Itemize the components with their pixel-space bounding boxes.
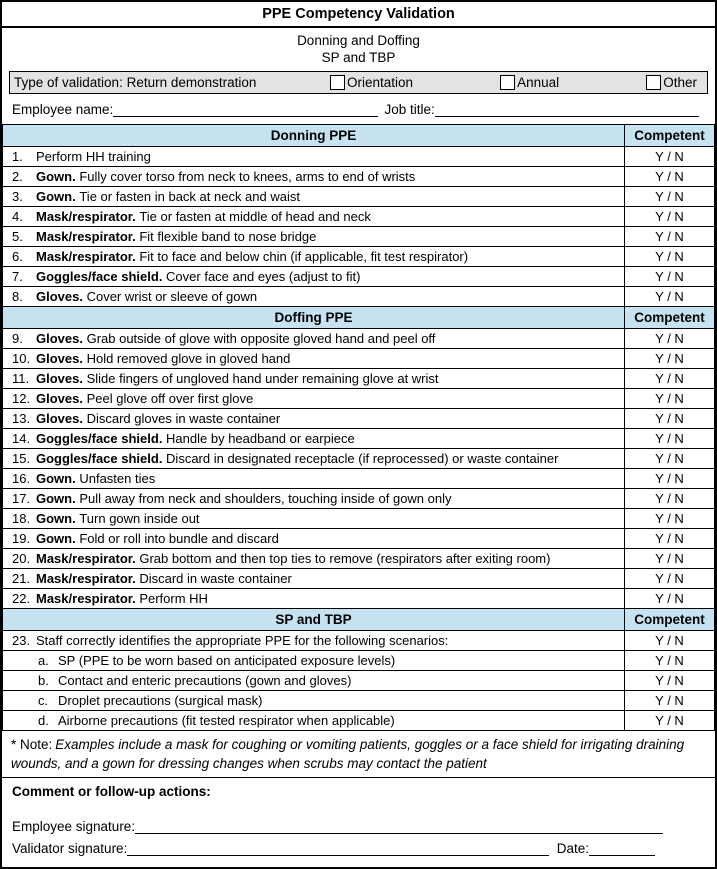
validator-signature-field[interactable] bbox=[127, 842, 548, 856]
table-row bbox=[3, 408, 715, 428]
competent-header: Competent bbox=[625, 124, 715, 146]
item-number: 15. bbox=[12, 450, 31, 466]
table-row bbox=[3, 246, 715, 266]
item-number: 2. bbox=[12, 168, 23, 184]
table-row bbox=[3, 266, 715, 286]
competent-yn-cell[interactable]: Y / N bbox=[625, 388, 715, 408]
item-number: 9. bbox=[12, 330, 23, 346]
competent-yn-cell[interactable]: Y / N bbox=[625, 266, 715, 286]
table-row bbox=[3, 488, 715, 508]
competent-yn-cell[interactable]: Y / N bbox=[625, 568, 715, 588]
note-body: Examples include a mask for coughing or vomiting patients, goggles or a face shield for irrigating draining wounds, and a gown for dressing changes when scrubs may contact the patient bbox=[11, 736, 685, 772]
form-subtitle bbox=[2, 28, 715, 67]
item-number: a. bbox=[38, 652, 49, 668]
comment-section bbox=[2, 777, 715, 867]
competent-yn-cell[interactable]: Y / N bbox=[625, 246, 715, 266]
competent-yn-cell[interactable]: Y / N bbox=[625, 650, 715, 670]
task-cell: c. Droplet precautions (surgical mask) bbox=[3, 690, 625, 710]
subtitle-line2: SP and TBP bbox=[321, 50, 396, 66]
note-prefix: * Note: bbox=[11, 736, 53, 752]
other-option bbox=[646, 75, 697, 90]
competent-yn-cell[interactable]: Y / N bbox=[625, 206, 715, 226]
table-row bbox=[3, 588, 715, 608]
item-number: 18. bbox=[12, 510, 31, 526]
competent-yn-cell[interactable]: Y / N bbox=[625, 468, 715, 488]
item-number: 21. bbox=[12, 570, 31, 586]
table-row bbox=[3, 630, 715, 650]
table-row bbox=[3, 428, 715, 448]
task-cell: 6. Mask/respirator. Fit to face and below chin (if applicable, fit test respirator) bbox=[3, 246, 625, 266]
competent-yn-cell[interactable]: Y / N bbox=[625, 508, 715, 528]
competent-yn-cell[interactable]: Y / N bbox=[625, 348, 715, 368]
item-number: 11. bbox=[12, 370, 30, 386]
competent-yn-cell[interactable]: Y / N bbox=[625, 428, 715, 448]
table-row bbox=[3, 528, 715, 548]
table-row bbox=[3, 548, 715, 568]
employee-info-row bbox=[2, 94, 715, 120]
table-row bbox=[3, 448, 715, 468]
task-cell: 4. Mask/respirator. Tie or fasten at middle of head and neck bbox=[3, 206, 625, 226]
task-cell: 1. Perform HH training bbox=[3, 146, 625, 166]
table-row bbox=[3, 690, 715, 710]
competent-yn-cell[interactable]: Y / N bbox=[625, 548, 715, 568]
task-cell: 5. Mask/respirator. Fit flexible band to nose bridge bbox=[3, 226, 625, 246]
note-text bbox=[2, 731, 715, 777]
table-row bbox=[3, 206, 715, 226]
date-field[interactable] bbox=[589, 842, 655, 856]
item-number: 19. bbox=[12, 530, 31, 546]
table-row bbox=[3, 388, 715, 408]
table-row bbox=[3, 226, 715, 246]
table-row bbox=[3, 146, 715, 166]
validation-type-label: Type of validation: Return demonstration bbox=[14, 74, 257, 90]
task-cell: d. Airborne precautions (fit tested respirator when applicable) bbox=[3, 710, 625, 730]
item-number: 6. bbox=[12, 248, 23, 264]
task-cell: 12. Gloves. Peel glove off over first glove bbox=[3, 388, 625, 408]
task-cell: 11. Gloves. Slide fingers of ungloved hand under remaining glove at wrist bbox=[3, 368, 625, 388]
task-cell: 3. Gown. Tie or fasten in back at neck and waist bbox=[3, 186, 625, 206]
table-row bbox=[3, 710, 715, 730]
annual-checkbox[interactable] bbox=[500, 75, 515, 90]
other-label: Other bbox=[663, 74, 697, 90]
task-cell: a. SP (PPE to be worn based on anticipated exposure levels) bbox=[3, 650, 625, 670]
item-number: 16. bbox=[12, 470, 31, 486]
table-row bbox=[3, 348, 715, 368]
employee-signature-row bbox=[12, 819, 705, 834]
competent-yn-cell[interactable]: Y / N bbox=[625, 588, 715, 608]
competent-yn-cell[interactable]: Y / N bbox=[625, 670, 715, 690]
competent-yn-cell[interactable]: Y / N bbox=[625, 286, 715, 306]
competent-yn-cell[interactable]: Y / N bbox=[625, 710, 715, 730]
orientation-label: Orientation bbox=[347, 74, 414, 90]
table-row bbox=[3, 186, 715, 206]
item-number: 5. bbox=[12, 228, 23, 244]
item-number: 8. bbox=[12, 288, 23, 304]
task-cell: 20. Mask/respirator. Grab bottom and then top ties to remove (respirators after exiting room) bbox=[3, 548, 625, 568]
ppe-table-body bbox=[3, 124, 715, 730]
competent-header: Competent bbox=[625, 306, 715, 328]
ppe-table bbox=[2, 124, 715, 731]
task-cell: 15. Goggles/face shield. Discard in designated receptacle (if reprocessed) or waste container bbox=[3, 448, 625, 468]
task-cell: 17. Gown. Pull away from neck and shoulders, touching inside of gown only bbox=[3, 488, 625, 508]
task-cell: 18. Gown. Turn gown inside out bbox=[3, 508, 625, 528]
item-number: 23. bbox=[12, 632, 31, 648]
table-row bbox=[3, 468, 715, 488]
competent-yn-cell[interactable]: Y / N bbox=[625, 528, 715, 548]
competent-yn-cell[interactable]: Y / N bbox=[625, 488, 715, 508]
item-number: 20. bbox=[12, 550, 31, 566]
comment-label: Comment or follow-up actions: bbox=[12, 783, 211, 799]
task-cell: 2. Gown. Fully cover torso from neck to knees, arms to end of wrists bbox=[3, 166, 625, 186]
item-number: d. bbox=[38, 712, 49, 728]
table-row bbox=[3, 508, 715, 528]
competent-yn-cell[interactable]: Y / N bbox=[625, 368, 715, 388]
employee-signature-label: Employee signature: bbox=[12, 819, 136, 834]
validation-checkbox-group bbox=[330, 75, 697, 90]
competent-yn-cell[interactable]: Y / N bbox=[625, 146, 715, 166]
employee-name-field[interactable] bbox=[113, 102, 377, 117]
competent-header: Competent bbox=[625, 608, 715, 630]
item-number: 3. bbox=[12, 188, 23, 204]
task-cell: 8. Gloves. Cover wrist or sleeve of gown bbox=[3, 286, 625, 306]
competent-yn-cell[interactable]: Y / N bbox=[625, 630, 715, 650]
table-row bbox=[3, 328, 715, 348]
other-checkbox[interactable] bbox=[646, 75, 661, 90]
item-number: 17. bbox=[12, 490, 31, 506]
table-row bbox=[3, 650, 715, 670]
competent-yn-cell[interactable]: Y / N bbox=[625, 186, 715, 206]
section-header: SP and TBP bbox=[3, 608, 625, 630]
task-cell: 16. Gown. Unfasten ties bbox=[3, 468, 625, 488]
task-cell: 13. Gloves. Discard gloves in waste container bbox=[3, 408, 625, 428]
item-number: 13. bbox=[12, 410, 31, 426]
section-header-row bbox=[3, 608, 715, 630]
annual-label: Annual bbox=[517, 74, 560, 90]
validator-signature-row bbox=[12, 841, 705, 856]
date-label: Date: bbox=[556, 841, 589, 856]
job-title-field[interactable] bbox=[435, 102, 699, 117]
annual-option bbox=[500, 75, 559, 90]
task-cell: 22. Mask/respirator. Perform HH bbox=[3, 588, 625, 608]
competent-yn-cell[interactable]: Y / N bbox=[625, 226, 715, 246]
item-number: 12. bbox=[12, 390, 31, 406]
task-cell: 14. Goggles/face shield. Handle by headband or earpiece bbox=[3, 428, 625, 448]
employee-signature-field[interactable] bbox=[135, 820, 663, 834]
task-cell: 9. Gloves. Grab outside of glove with opposite gloved hand and peel off bbox=[3, 328, 625, 348]
item-number: b. bbox=[38, 672, 49, 688]
section-header: Donning PPE bbox=[3, 124, 625, 146]
item-number: 22. bbox=[12, 590, 31, 606]
task-cell: 10. Gloves. Hold removed glove in gloved hand bbox=[3, 348, 625, 368]
job-title-label: Job title: bbox=[384, 101, 435, 117]
task-cell: 21. Mask/respirator. Discard in waste container bbox=[3, 568, 625, 588]
section-header-row bbox=[3, 124, 715, 146]
table-row bbox=[3, 368, 715, 388]
task-cell: b. Contact and enteric precautions (gown and gloves) bbox=[3, 670, 625, 690]
orientation-checkbox[interactable] bbox=[330, 75, 345, 90]
table-row bbox=[3, 568, 715, 588]
competent-yn-cell[interactable]: Y / N bbox=[625, 690, 715, 710]
validation-type-bar bbox=[9, 71, 708, 94]
competent-yn-cell[interactable]: Y / N bbox=[625, 328, 715, 348]
subtitle-line1: Donning and Doffing bbox=[297, 33, 420, 48]
competent-yn-cell[interactable]: Y / N bbox=[625, 448, 715, 468]
employee-name-label: Employee name: bbox=[12, 101, 114, 117]
task-cell: 23. Staff correctly identifies the appropriate PPE for the following scenarios: bbox=[3, 630, 625, 650]
item-number: 14. bbox=[12, 430, 31, 446]
section-header: Doffing PPE bbox=[3, 306, 625, 328]
table-row bbox=[3, 286, 715, 306]
comment-area[interactable] bbox=[12, 799, 705, 819]
task-cell: 19. Gown. Fold or roll into bundle and discard bbox=[3, 528, 625, 548]
item-number: 7. bbox=[12, 268, 23, 284]
table-row bbox=[3, 670, 715, 690]
task-cell: 7. Goggles/face shield. Cover face and eyes (adjust to fit) bbox=[3, 266, 625, 286]
form-title: PPE Competency Validation bbox=[2, 2, 715, 28]
item-number: 10. bbox=[12, 350, 31, 366]
item-number: 1. bbox=[12, 148, 23, 164]
validator-signature-label: Validator signature: bbox=[12, 841, 128, 856]
competent-yn-cell[interactable]: Y / N bbox=[625, 166, 715, 186]
orientation-option bbox=[330, 75, 413, 90]
table-row bbox=[3, 166, 715, 186]
competent-yn-cell[interactable]: Y / N bbox=[625, 408, 715, 428]
item-number: 4. bbox=[12, 208, 23, 224]
item-number: c. bbox=[38, 692, 49, 708]
section-header-row bbox=[3, 306, 715, 328]
